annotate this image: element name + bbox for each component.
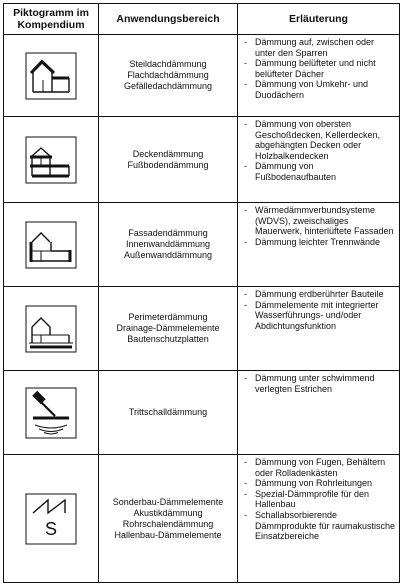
table-row [4, 203, 400, 287]
area-item: Innenwanddämmung [125, 239, 211, 249]
explanation-item: - Dämmung von obersten Geschoßdecken, Kellerdecken, abgehängten Decken oder Holzbalkendecken [244, 119, 397, 161]
application-area-cell [99, 371, 238, 455]
table-row [4, 455, 400, 583]
explanation-item: - Dämmung von Fußbodenaufbauten [244, 161, 397, 182]
application-area-cell [99, 287, 238, 371]
area-item: Außenwanddämmung [123, 250, 213, 260]
explanation-item: - Spezial-Dämmprofile für den Hallenbau [244, 489, 397, 510]
explanation-item: - Schallabsorbierende Dämmprodukte für raumakustische Einsatzbereiche [244, 510, 397, 542]
explanation-cell [238, 371, 400, 455]
explanation-item: - Dämmung unter schwimmend verlegten Estrichen [244, 373, 397, 394]
explanation-item: - Dämmung von Rohrleitungen [244, 478, 397, 489]
explanation-item: - Dämmung belüfteter und nicht belüfteter Dächer [244, 58, 397, 79]
area-item: Hallenbau-Dämmelemente [114, 529, 222, 540]
area-item: Sonderbau-Dämmelemente [112, 496, 224, 507]
insulation-pictogram-table [3, 3, 400, 583]
impact-sound-insulation-pictogram-icon [25, 387, 77, 439]
facade-insulation-pictogram-icon [25, 221, 77, 269]
ceiling-insulation-pictogram-icon [25, 136, 77, 184]
area-item: Gefälledachdämmung [123, 81, 213, 91]
area-item: Rohrschalendämmung [122, 518, 214, 529]
area-item: Deckendämmung [132, 148, 204, 159]
explanation-item: - Dämmelemente mit integrierter Wasserführungs- und/oder Abdichtungsfunktion [244, 300, 397, 332]
explanation-item: - Dämmung auf, zwischen oder unter den Sparren [244, 37, 397, 58]
table-row [4, 371, 400, 455]
pictogram-cell [4, 117, 99, 203]
explanation-cell [238, 35, 400, 117]
application-area-cell [99, 455, 238, 583]
perimeter-insulation-pictogram-icon [25, 305, 77, 353]
explanation-cell [238, 117, 400, 203]
header-explanation: Erläuterung [238, 4, 400, 35]
area-item: Trittschalldämmung [128, 407, 208, 417]
header-row [4, 4, 400, 35]
area-item: Akustikdämmung [133, 507, 203, 518]
area-item: Drainage-Dämmelemente [116, 323, 220, 333]
explanation-item: - Dämmung von Umkehr- und Duodächern [244, 79, 397, 100]
application-area-cell [99, 117, 238, 203]
explanation-cell [238, 287, 400, 371]
roof-insulation-pictogram-icon [25, 52, 77, 100]
header-application-area: Anwendungsbereich [99, 4, 238, 35]
pictogram-cell [4, 203, 99, 287]
pictogram-cell [4, 455, 99, 583]
special-construction-letter: S [44, 518, 58, 539]
explanation-item: - Dämmung von Fugen, Behältern oder Rolladenkästen [244, 457, 397, 478]
application-area-cell [99, 203, 238, 287]
explanation-item: - Dämmung leichter Trennwände [244, 237, 397, 248]
header-pictogram: Piktogramm im Kompendium [4, 4, 99, 35]
area-item: Fußbodendämmung [127, 159, 209, 170]
table-row [4, 35, 400, 117]
pictogram-cell [4, 287, 99, 371]
explanation-item: - Wärmedämmverbundsysteme (WDVS), zweischaliges Mauerwerk, hinterlüftete Fassaden [244, 205, 397, 237]
area-item: Flachdachdämmung [127, 70, 209, 80]
area-item: Fassadendämmung [128, 228, 208, 238]
special-construction-pictogram-icon [25, 493, 77, 545]
explanation-cell [238, 455, 400, 583]
table-row [4, 287, 400, 371]
pictogram-cell [4, 35, 99, 117]
table-row [4, 117, 400, 203]
area-item: Perimeterdämmung [128, 312, 208, 322]
pictogram-cell [4, 371, 99, 455]
application-area-cell [99, 35, 238, 117]
explanation-item: - Dämmung erdberührter Bauteile [244, 289, 397, 300]
area-item: Bautenschutzplatten [127, 334, 209, 344]
explanation-cell [238, 203, 400, 287]
area-item: Steildachdämmung [129, 59, 207, 69]
